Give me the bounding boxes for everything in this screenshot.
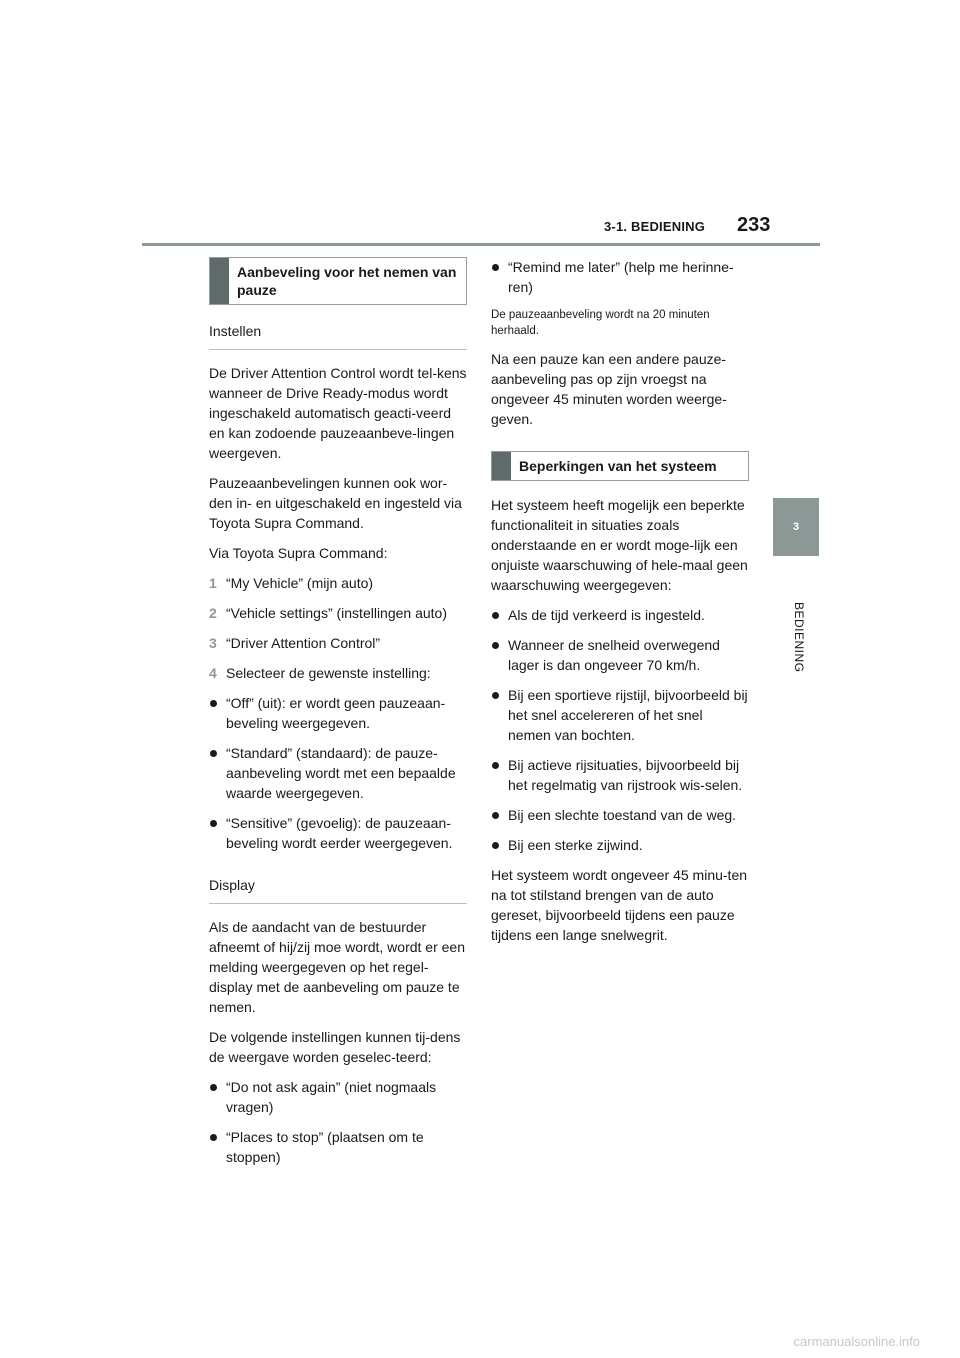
bullet-icon [492,264,499,271]
bullet-icon [210,700,217,707]
chapter-tab: 3 [773,498,819,556]
heading-system-limitations: Beperkingen van het systeem [491,451,749,481]
small-note: De pauzeaanbeveling wordt na 20 minuten herhaald. [491,309,710,337]
bullet-text: “Standard” (standaard): de pauze-aanbeveling wordt met een bepaalde waarde weergegeven. [226,745,456,801]
step-3 [209,633,467,653]
bullet-text: Bij actieve rijsituaties, bijvoorbeeld bij het regelmatig van rijstrook wis-selen. [508,757,743,793]
command-paragraph: Via Toyota Supra Command: [209,545,388,561]
bullet-text: “Places to stop” (plaatsen om te stoppen) [226,1129,424,1165]
bullet-icon [210,750,217,757]
bullet-item [491,805,749,825]
bullet-icon [492,692,499,699]
bullet-icon [210,1084,217,1091]
bullet-item [209,743,467,803]
watermark: carmanualsonline.info [793,1334,920,1349]
bullet-item [491,257,749,297]
step-number: 2 [209,605,217,621]
bullet-item [491,755,749,795]
page-number: 233 [737,214,771,236]
step-text: “Driver Attention Control” [226,635,381,651]
bullet-text: “Remind me later” (help me herinne-ren) [508,259,734,295]
step-text: “My Vehicle” (mijn auto) [226,575,374,591]
bullet-item [491,835,749,855]
step-2 [209,603,467,623]
bullet-item [491,605,749,625]
step-number: 1 [209,575,217,591]
step-number: 4 [209,665,217,681]
bullet-text: Bij een sportieve rijstijl, bijvoorbeeld bij het snel accelereren of het snel nemen van bochten. [508,687,748,743]
reset-paragraph: Het systeem wordt ongeveer 45 minu-ten na tot stilstand brengen van de auto gereset, bijvoorbeeld tijdens een pauze tijdens een lange snelwegrit. [491,867,748,943]
step-1 [209,573,467,593]
bullet-text: Wanneer de snelheid overwegend lager is dan ongeveer 70 km/h. [508,637,720,673]
bullet-icon [492,612,499,619]
toggle-paragraph: Pauzeaanbevelingen kunnen ook wor-den in- en uitgeschakeld en ingesteld via Toyota Supra Command. [209,475,462,531]
bullet-text: “Sensitive” (gevoelig): de pauzeaan-beveling wordt eerder weergegeven. [226,815,453,851]
options-paragraph: De volgende instellingen kunnen tij-dens de weergave worden geselec-teerd: [209,1029,461,1065]
chapter-label: BEDIENING [792,602,806,673]
subheading-display: Display [209,871,467,904]
bullet-text: Bij een slechte toestand van de weg. [508,807,737,823]
bullet-icon [492,642,499,649]
bullet-item [209,813,467,853]
section-title: 3-1. BEDIENING [604,219,706,234]
bullet-icon [210,820,217,827]
step-text: Selecteer de gewenste instelling: [226,665,431,681]
header-rule [142,243,820,246]
heading-pause-recommendation: Aanbeveling voor het nemen van pauze [209,257,467,305]
bullet-text: “Do not ask again” (niet nogmaals vragen) [226,1079,437,1115]
intro-paragraph: De Driver Attention Control wordt tel-kens wanneer de Drive Ready-modus wordt ingeschakeld automatisch geacti-veerd en kan zodoende pauzeaanbeve-lingen weergeven. [209,365,467,461]
bullet-text: Als de tijd verkeerd is ingesteld. [508,607,705,623]
bullet-icon [492,842,499,849]
bullet-item [209,693,467,733]
bullet-item [209,1127,467,1167]
bullet-text: Bij een sterke zijwind. [508,837,643,853]
right-column [491,257,749,955]
bullet-icon [492,812,499,819]
step-number: 3 [209,635,217,651]
bullet-item [209,1077,467,1117]
bullet-icon [210,1134,217,1141]
bullet-icon [492,762,499,769]
display-paragraph: Als de aandacht van de bestuurder afneemt of hij/zij moe wordt, wordt er een melding weergegeven op het regel-display met de aanbeveling om pauze te nemen. [209,919,466,1015]
step-text: “Vehicle settings” (instellingen auto) [226,605,448,621]
bullet-item [491,635,749,675]
bullet-text: “Off” (uit): er wordt geen pauzeaan-beveling weergegeven. [226,695,446,731]
step-4 [209,663,467,683]
subheading-settings: Instellen [209,317,467,350]
pause-interval-paragraph: Na een pauze kan een andere pauze-aanbeveling pas op zijn vroegst na ongeveer 45 minuten worden weerge-geven. [491,351,727,427]
left-column [209,257,467,1177]
limitations-paragraph: Het systeem heeft mogelijk een beperkte functionaliteit in situaties zoals onderstaande en er wordt moge-lijk een onjuiste waarschuwing of hele-maal geen waarschuwing weergegeven: [491,497,748,593]
bullet-item [491,685,749,745]
